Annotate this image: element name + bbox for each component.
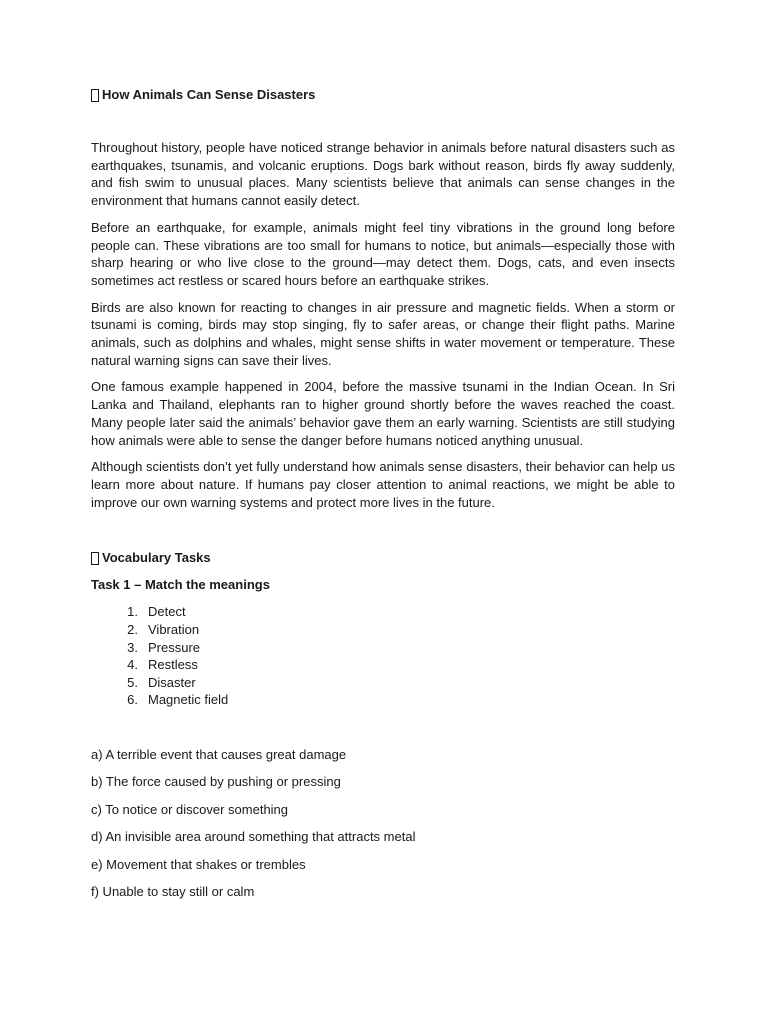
vocab-word: Pressure: [148, 639, 201, 655]
list-item: [91, 603, 675, 621]
task1-heading: Task 1 – Match the meanings: [91, 577, 270, 593]
definition-item: c) To notice or discover something: [91, 801, 289, 817]
list-number: 1.: [127, 604, 138, 620]
definition-item: b) The force caused by pushing or pressing: [91, 774, 341, 790]
vocab-word: Magnetic field: [148, 692, 229, 708]
document-title-text: How Animals Can Sense Disasters: [102, 87, 316, 102]
article-body: [91, 139, 675, 511]
word-list: [91, 603, 675, 709]
vocab-word: Detect: [148, 604, 186, 620]
paragraph: One famous example happened in 2004, before the massive tsunami in the Indian Ocean. In Sri Lanka and Thailand, elephants ran to higher ground shortly before the waves reached the coast. Many people later said the animals’ behavior gave them an early warning. Scientists are still studying how animals were able to sense the danger before humans noticed anything unusual.: [91, 379, 675, 448]
list-item: [91, 674, 675, 692]
vocab-word: Restless: [148, 657, 198, 673]
list-number: 5.: [127, 674, 138, 690]
paragraph: Throughout history, people have noticed strange behavior in animals before natural disasters such as earthquakes, tsunamis, and volcanic eruptions. Dogs bark without reason, birds fly away suddenly, and fish swim to unusual places. Many scientists believe that animals can sense changes in the environment that humans cannot easily detect.: [91, 140, 675, 209]
vocabulary-heading-text: Vocabulary Tasks: [102, 550, 211, 566]
paragraph: Before an earthquake, for example, animals might feel tiny vibrations in the ground long before people can. These vibrations are too small for humans to notice, but animals—especially those with sharp hearing or who live close to the ground—may detect them. Dogs, cats, and even insects sometimes act restless or scared hours before an earthquake strikes.: [91, 219, 675, 288]
list-item: [91, 639, 675, 657]
list-number: 3.: [127, 639, 138, 655]
document-title: [91, 86, 675, 103]
list-number: 4.: [127, 657, 138, 673]
list-number: 2.: [127, 621, 138, 637]
vocabulary-heading: [91, 549, 675, 566]
list-item: [91, 656, 675, 674]
definition-item: f) Unable to stay still or calm: [91, 883, 255, 899]
definition-item: a) A terrible event that causes great damage: [91, 746, 347, 762]
definitions-list: [91, 746, 675, 900]
definition-item: e) Movement that shakes or trembles: [91, 856, 306, 872]
definition-item: d) An invisible area around something that attracts metal: [91, 829, 416, 845]
list-number: 6.: [127, 692, 138, 708]
list-item: [91, 691, 675, 709]
paragraph: Although scientists don’t yet fully understand how animals sense disasters, their behavior can help us learn more about nature. If humans pay closer attention to animal reactions, we might be able to improve our own warning systems and protect more lives in the future.: [91, 459, 675, 510]
list-item: [91, 621, 675, 639]
missing-glyph-icon: [91, 552, 99, 565]
missing-glyph-icon: [91, 89, 99, 102]
vocab-word: Disaster: [148, 674, 196, 690]
document-page: [91, 86, 675, 910]
paragraph: Birds are also known for reacting to changes in air pressure and magnetic fields. When a storm or tsunami is coming, birds may stop singing, fly to safer areas, or change their flight paths. Marine animals, such as dolphins and whales, might sense shifts in water movement or temperature. These natural warning signs can save their lives.: [91, 299, 675, 368]
vocab-word: Vibration: [148, 621, 200, 637]
